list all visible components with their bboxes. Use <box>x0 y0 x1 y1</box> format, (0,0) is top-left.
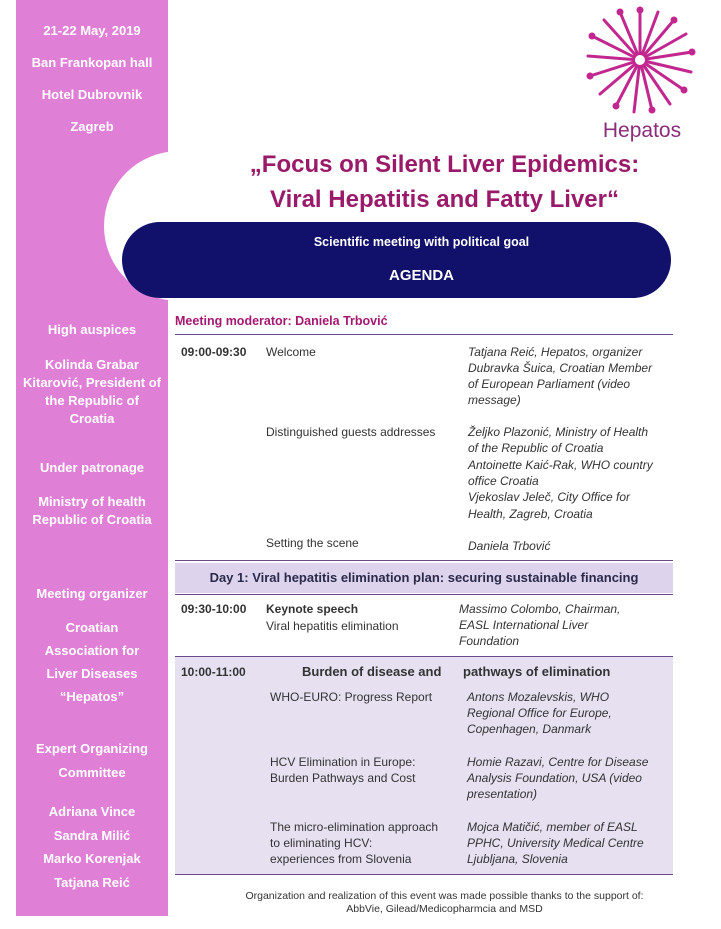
speaker-line: Dubravka Šuica, Croatian Member <box>468 361 653 375</box>
divider <box>175 560 673 561</box>
committee-member: Sandra Milić <box>53 828 131 843</box>
footer-sponsors: AbbVie, Gilead/Medicopharmcia and MSD <box>346 903 543 915</box>
banner-subtitle: Scientific meeting with political goal <box>313 235 530 249</box>
session-time: 09:30-10:00 <box>181 602 247 616</box>
speaker-line: EASL International Liver <box>459 618 589 632</box>
speaker-line: Regional Office for Europe, <box>467 706 612 720</box>
hepatos-logo-icon <box>578 2 702 118</box>
speaker-line: of European Parliament (video <box>468 377 631 391</box>
speaker-line: of the Republic of Croatia <box>468 441 604 455</box>
main-title-line-2: Viral Hepatitis and Fatty Liver“ <box>270 186 619 213</box>
event-city: Zagreb <box>70 119 114 134</box>
agenda-item-title: Distinguished guests addresses <box>266 425 436 439</box>
speaker-line: Health, Zagreb, Croatia <box>468 507 593 521</box>
divider <box>175 656 673 657</box>
divider <box>175 874 673 875</box>
meeting-moderator: Meeting moderator: Daniela Trbović <box>175 314 388 328</box>
agenda-title: AGENDA <box>388 267 454 284</box>
session-heading: pathways of elimination <box>463 664 611 679</box>
talk-title: HCV Elimination in Europe: <box>270 755 416 769</box>
meeting-organizer-heading: Meeting organizer <box>36 586 148 601</box>
keynote-title: Keynote speech <box>266 602 359 616</box>
talk-title: WHO-EURO: Progress Report <box>270 690 433 704</box>
under-patronage-heading: Under patronage <box>39 460 144 475</box>
organizer-line-2: Association for <box>44 643 140 658</box>
session-heading: Burden of disease and <box>302 664 442 679</box>
speaker-line: Mojca Matičić, member of EASL <box>467 820 638 834</box>
event-hotel: Hotel Dubrovnik <box>41 87 143 102</box>
event-hall: Ban Frankopan hall <box>31 55 153 70</box>
speaker-line: Massimo Colombo, Chairman, <box>459 602 621 616</box>
speaker-line: Ljubljana, Slovenia <box>467 852 568 866</box>
organizer-line-4: “Hepatos” <box>59 689 125 704</box>
speaker-line: Foundation <box>459 634 520 648</box>
committee-member: Marko Korenjak <box>43 851 141 866</box>
agenda-item-title: Welcome <box>266 345 316 359</box>
event-date: 21-22 May, 2019 <box>43 23 141 38</box>
speaker-line: Tatjana Reić, Hepatos, organizer <box>468 345 643 359</box>
speaker-line: presentation) <box>467 787 538 801</box>
speaker-line: Željko Plazonić, Ministry of Health <box>468 425 649 439</box>
talk-title: The micro-elimination approach <box>270 820 439 834</box>
divider <box>175 334 673 335</box>
session-time: 09:00-09:30 <box>181 345 247 359</box>
committee-member: Tatjana Reić <box>54 875 130 890</box>
high-auspices-name: Kolinda Grabar Kitarović, President of the Republic of Croatia <box>23 357 161 426</box>
speaker-line: Analysis Foundation, USA (video <box>467 771 642 785</box>
speaker-line: Antons Mozalevskis, WHO <box>467 690 610 704</box>
patronage-ministry: Ministry of health Republic of Croatia <box>32 494 152 527</box>
high-auspices-heading: High auspices <box>47 322 137 337</box>
speaker-line: Antoinette Kaić-Rak, WHO country <box>468 458 653 472</box>
speaker-line: Vjekoslav Jeleč, City Office for <box>468 490 631 504</box>
agenda-item-title: Setting the scene <box>266 536 359 550</box>
talk-title: to eliminating HCV: <box>270 836 373 850</box>
speaker-line: Homie Razavi, Centre for Disease <box>467 755 649 769</box>
keynote-subtitle: Viral hepatitis elimination <box>266 619 399 633</box>
session-time: 10:00-11:00 <box>181 665 246 679</box>
speaker-line: Daniela Trbović <box>468 539 551 553</box>
footer-line-1: Organization and realization of this event was made possible thanks to the support of: <box>245 890 644 902</box>
speaker-line: office Croatia <box>468 474 539 488</box>
speaker-line: Copenhagen, Danmark <box>467 722 592 736</box>
divider <box>175 594 673 595</box>
day-heading: Day 1: Viral hepatitis elimination plan: securing sustainable financing <box>209 570 639 585</box>
committee-heading-1: Expert Organizing <box>36 741 148 756</box>
talk-title: Burden Pathways and Cost <box>270 771 416 785</box>
agenda-banner <box>122 222 671 298</box>
committee-member: Adriana Vince <box>48 804 136 819</box>
logo-wordmark: Hepatos <box>602 119 682 142</box>
talk-title: experiences from Slovenia <box>270 852 412 866</box>
organizer-line-1: Croatian <box>65 620 119 635</box>
main-title-line-1: „Focus on Silent Liver Epidemics: <box>249 151 640 178</box>
organizer-line-3: Liver Diseases <box>46 666 138 681</box>
speaker-line: message) <box>468 393 521 407</box>
committee-heading-2: Committee <box>58 765 126 780</box>
speaker-line: PPHC, University Medical Centre <box>467 836 644 850</box>
